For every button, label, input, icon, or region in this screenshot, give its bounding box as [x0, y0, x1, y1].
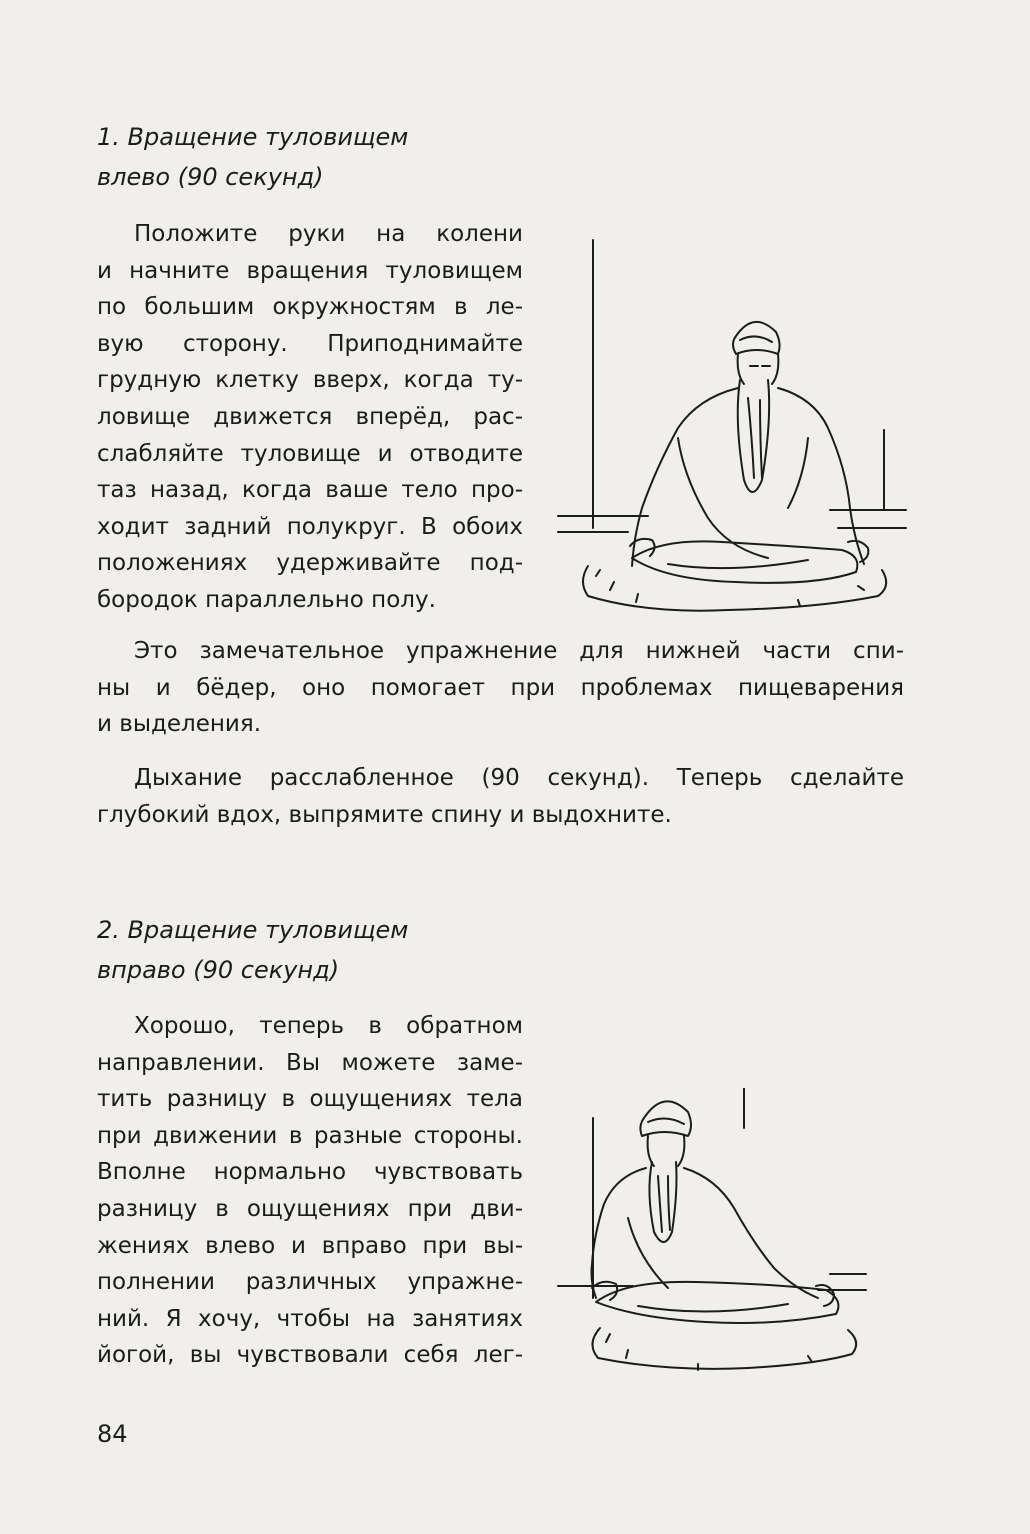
paragraph-line: при движении в разные стороны. [97, 1122, 523, 1149]
paragraph-line: таз назад, когда ваше тело про- [97, 477, 523, 504]
paragraph-line: бородок параллельно полу. [97, 586, 436, 613]
paragraph-line: Это замечательное упражнение для нижней части спи- [134, 638, 904, 664]
paragraph-line: ны и бёдер, оно помогает при проблемах пищеварения [97, 674, 904, 701]
paragraph-line: направлении. Вы можете заме- [97, 1049, 523, 1076]
paragraph-line: по большим окружностям в ле- [97, 294, 523, 321]
heading-line: вправо (90 секунд) [97, 956, 340, 984]
section-2-paragraph [97, 1008, 523, 1374]
section-2-heading [97, 910, 408, 990]
seated-figure-rotating-right-illustration [548, 1088, 868, 1376]
paragraph-line: и выделения. [97, 711, 262, 738]
paragraph-line: разницу в ощущениях при дви- [97, 1195, 523, 1222]
heading-line: 1. Вращение туловищем [97, 123, 409, 151]
section-1-breathing-paragraph [97, 760, 904, 833]
section-1-paragraph [97, 216, 523, 619]
paragraph-line: жениях влево и вправо при вы- [97, 1232, 523, 1259]
paragraph-line: Дыхание расслабленное (90 секунд). Теперь сделайте [134, 765, 904, 791]
paragraph-line: положениях удерживайте под- [97, 550, 523, 577]
heading-line: 2. Вращение туловищем [97, 916, 409, 944]
paragraph-line: ходит задний полукруг. В обоих [97, 513, 523, 540]
paragraph-line: ловище движется вперёд, рас- [97, 403, 523, 430]
paragraph-line: и начните вращения туловищем [97, 257, 523, 284]
section-1-note-paragraph [97, 633, 904, 743]
paragraph-line: Хорошо, теперь в обратном [134, 1013, 523, 1039]
paragraph-line: вую сторону. Приподнимайте [97, 330, 523, 357]
page-number: 84 [97, 1420, 128, 1448]
paragraph-line: грудную клетку вверх, когда ту- [97, 367, 523, 394]
seated-figure-rotating-left-illustration [548, 228, 908, 612]
heading-line: влево (90 секунд) [97, 163, 324, 191]
paragraph-line: тить разницу в ощущениях тела [97, 1086, 523, 1113]
section-1-heading [97, 117, 408, 197]
paragraph-line: глубокий вдох, выпрямите спину и выдохните. [97, 801, 672, 828]
paragraph-line: Вполне нормально чувствовать [97, 1159, 523, 1186]
paragraph-line: ний. Я хочу, чтобы на занятиях [97, 1305, 523, 1332]
paragraph-line: йогой, вы чувствовали себя лег- [97, 1342, 523, 1369]
paragraph-line: Положите руки на колени [134, 221, 523, 247]
paragraph-line: слабляйте туловище и отводите [97, 440, 523, 467]
paragraph-line: полнении различных упражне- [97, 1269, 523, 1296]
